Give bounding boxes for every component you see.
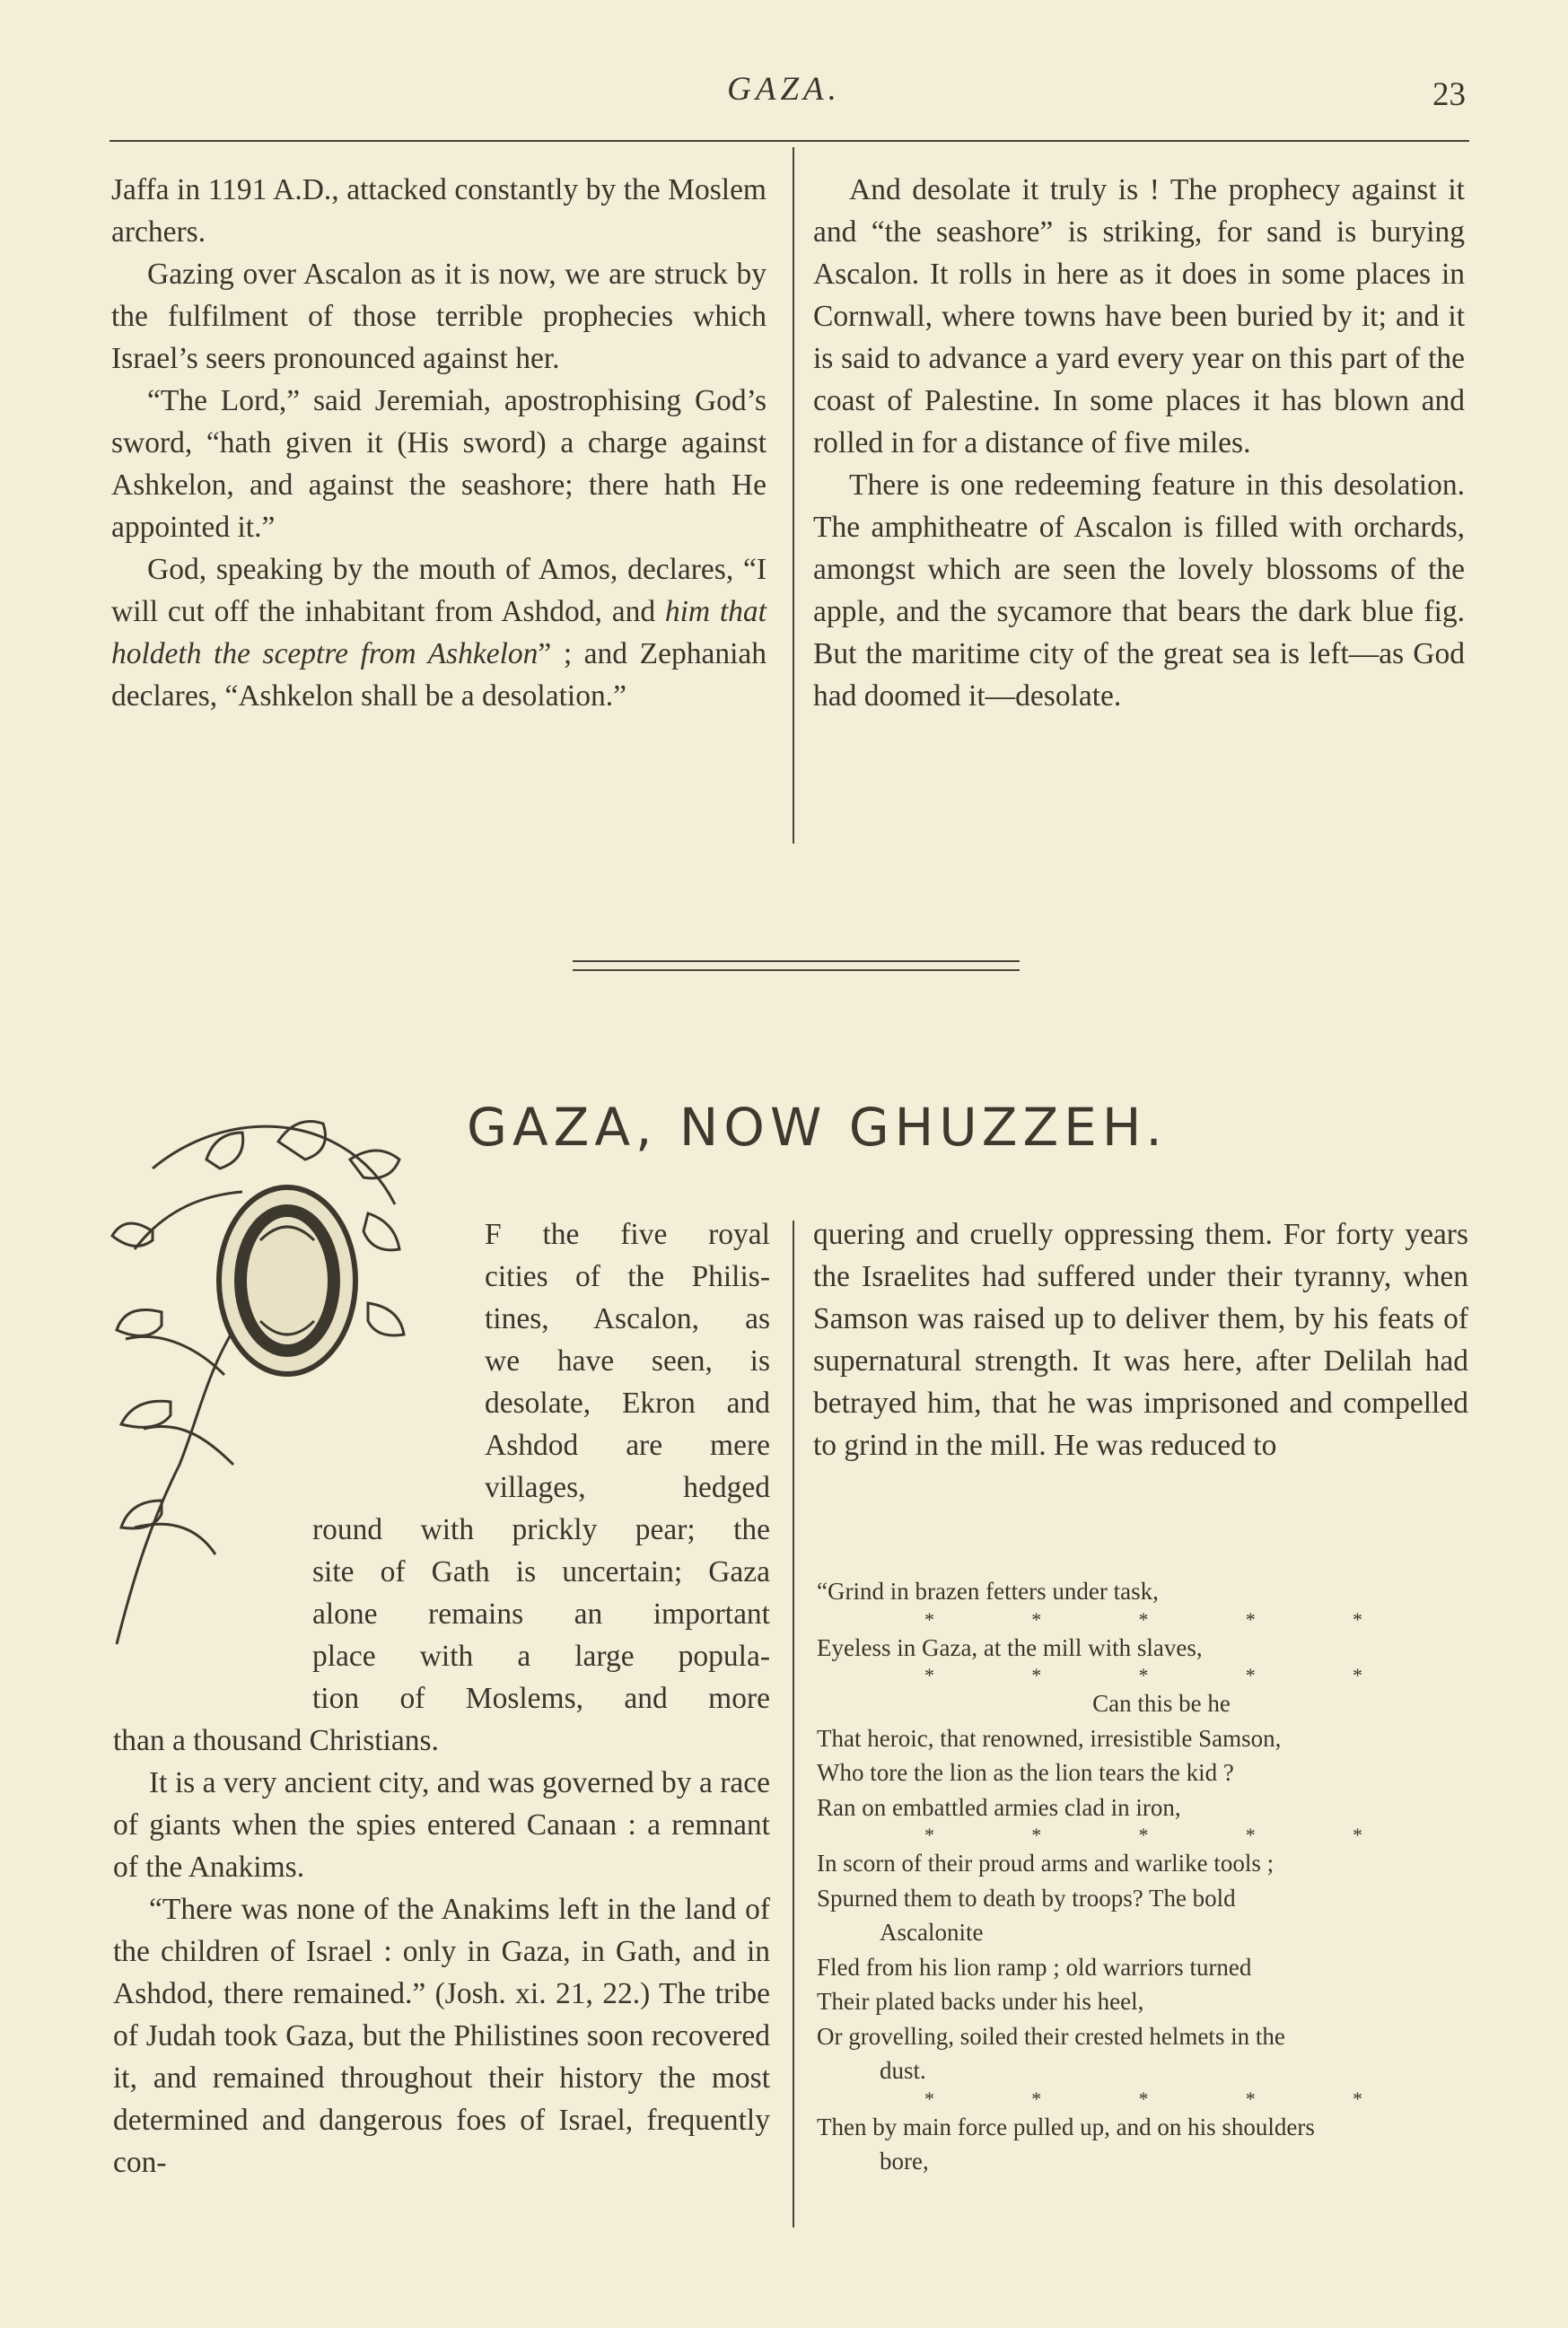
verse-line: Or grovelling, soiled their crested helmets in the <box>817 2022 1285 2050</box>
asterism: * * * * * <box>924 1664 1362 1686</box>
text-line: we have seen, is <box>485 1344 770 1378</box>
paragraph: It is a very ancient city, and was governed by a race of giants when the spies entered Canaan : a remnant of the Anakims. <box>113 1766 770 1884</box>
top-right-column <box>813 169 1465 717</box>
header-rule <box>109 140 1469 142</box>
verse-line: In scorn of their proud arms and warlike tools ; <box>817 1850 1275 1877</box>
verse-line: Then by main force pulled up, and on his shoulders <box>817 2113 1315 2140</box>
drop-cap-wrap-lines <box>113 1213 770 1509</box>
text-line: tines, Ascalon, as <box>485 1302 770 1335</box>
bottom-left-column <box>113 1213 770 2184</box>
paragraph: Jaffa in 1191 A.D., attacked constantly by the Moslem archers. <box>111 173 766 249</box>
column-rule <box>793 1221 794 2227</box>
section-divider <box>573 960 1020 971</box>
verse-line: Who tore the lion as the lion tears the kid ? <box>817 1759 1234 1786</box>
verse-line: Eyeless in Gaza, at the mill with slaves, <box>817 1633 1203 1661</box>
paragraph: “The Lord,” said Jeremiah, apostrophising God’s sword, “hath given it (His sword) a charge against Ashkelon, and against the seashore; there hath He appointed it.” <box>111 384 766 544</box>
paragraph: And desolate it truly is ! The prophecy against it and “the seashore” is striking, for sand is burying Ascalon. It rolls in here as it does in some places in Cornwall, where towns have been buried by it; and it is said to advance a yard every year on this part of the coast of Palestine. In some places it has blown and rolled in for a distance of five miles. <box>813 173 1465 459</box>
verse-line: Spurned them to death by troops? The bold <box>817 1884 1236 1912</box>
text-line: round with prickly pear; the <box>312 1513 770 1546</box>
verse-line: Ascalonite <box>880 1919 984 1946</box>
paragraph: God, speaking by the mouth of Amos, declares, “I will cut off the inhabitant from Ashdod, and him that holdeth the sceptre from Ashkelon” ; and Zephaniah declares, “Ashkelon shall be a desolation.” <box>111 553 766 713</box>
text-line: site of Gath is uncertain; Gaza <box>312 1555 770 1588</box>
asterism: * * * * * <box>924 1824 1362 1846</box>
paragraph: Gazing over Ascalon as it is now, we are struck by the fulfilment of those terrible prophecies which Israel’s seers pronounced against her. <box>111 258 766 375</box>
text-line: villages, hedged <box>485 1471 770 1504</box>
paragraph: There is one redeeming feature in this desolation. The amphitheatre of Ascalon is filled with orchards, amongst which are seen the lovely blossoms of the apple, and the sycamore that bears the dark blue fig. But the maritime city of the great sea is left—as God had doomed it—desolate. <box>813 468 1465 713</box>
text-line: cities of the Philis- <box>485 1260 770 1293</box>
asterism: * * * * * <box>924 2087 1362 2110</box>
text-line: alone remains an important <box>312 1597 770 1631</box>
column-rule <box>793 147 794 844</box>
verse-line: That heroic, that renowned, irresistible Samson, <box>817 1724 1282 1752</box>
verse-quotation <box>817 1574 1470 2179</box>
verse-line: Can this be he <box>1092 1690 1231 1717</box>
verse-line: Their plated backs under his heel, <box>817 1988 1144 2015</box>
paragraph: quering and cruelly oppressing them. For forty years the Israelites had suffered under their tyranny, when Samson was raised up to deliver them, by his feats of supernatural strength. It was here, after Delilah had betrayed him, that he was imprisoned and compelled to grind in the mill. He was reduced to <box>813 1218 1468 1462</box>
italic-quote: him that holdeth the sceptre from Ashkelon <box>111 595 766 670</box>
text-line: tion of Moslems, and more <box>312 1682 770 1715</box>
text-line: Ashdod are mere <box>485 1429 770 1462</box>
running-head <box>0 70 1568 124</box>
running-title: GAZA. <box>727 71 841 108</box>
section-title: GAZA, NOW GHUZZEH. <box>467 1097 1168 1158</box>
verse-line: “Grind in brazen fetters under task, <box>817 1578 1159 1605</box>
text-line: F the five royal <box>485 1218 770 1251</box>
ornament-wrap-lines <box>113 1509 770 1720</box>
paragraph: “There was none of the Anakims left in the land of the children of Israel : only in Gaza, in Gath, and in Ashdod, there remained.” (Josh. xi. 21, 22.) The tribe of Judah took Gaza, but the Philistines soon recovered it, and remained throughout their history the most determined and dangerous foes of Israel, frequently con- <box>113 1893 770 2179</box>
verse-line: Fled from his lion ramp ; old warriors turned <box>817 1953 1252 1981</box>
verse-line: dust. <box>880 2057 926 2084</box>
text-line: than a thousand Christians. <box>113 1724 439 1757</box>
verse-line: Ran on embattled armies clad in iron, <box>817 1793 1181 1821</box>
text-line: place with a large popula- <box>312 1640 770 1673</box>
top-left-column <box>111 169 766 717</box>
bottom-right-column <box>813 1213 1468 1466</box>
verse-line: bore, <box>880 2148 929 2175</box>
page-number: 23 <box>1432 76 1466 113</box>
asterism: * * * * * <box>924 1607 1362 1631</box>
text-line: desolate, Ekron and <box>485 1387 770 1420</box>
